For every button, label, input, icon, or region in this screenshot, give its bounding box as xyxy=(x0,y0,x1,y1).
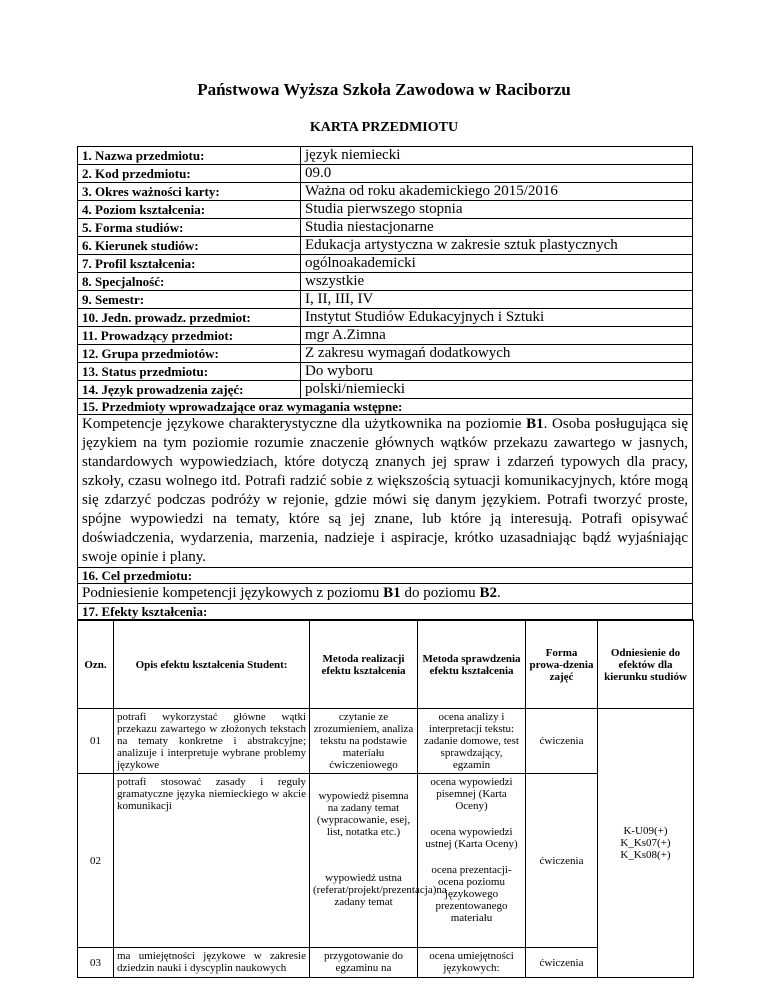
row-metoda-realizacji: czytanie ze zrozumieniem, analiza tekstu na podstawie materiału ćwiczeniowego xyxy=(310,709,418,774)
row-ozn: 03 xyxy=(78,948,114,978)
info-label: 13. Status przedmiotu: xyxy=(78,363,301,381)
school-name: Państwowa Wyższa Szkoła Zawodowa w Raciborzu xyxy=(197,80,571,99)
info-label: 4. Poziom kształcenia: xyxy=(78,201,301,219)
info-label: 11. Prowadzący przedmiot: xyxy=(78,327,301,345)
section-16-heading: 16. Cel przedmiotu: xyxy=(82,568,193,583)
course-info-table xyxy=(77,146,693,399)
info-value: Edukacja artystyczna w zakresie sztuk plastycznych xyxy=(301,237,693,255)
row-ozn: 01 xyxy=(78,709,114,774)
document-title: KARTA PRZEDMIOTU xyxy=(309,120,459,135)
info-value: Studia pierwszego stopnia xyxy=(301,201,693,219)
course-card xyxy=(77,146,693,978)
info-row xyxy=(78,255,693,273)
table-row xyxy=(78,709,694,774)
info-label: 9. Semestr: xyxy=(78,291,301,309)
row-opis: potrafi wykorzystać główne wątki przekazu zawartego w złożonych tekstach na tematy konkretne i abstrakcyjne; analizuje i interpretuje wybrane problemy językowe xyxy=(114,709,310,774)
section-15-heading: 15. Przedmioty wprowadzające oraz wymagania wstępne: xyxy=(82,399,403,414)
info-value: Do wyboru xyxy=(301,363,693,381)
info-value: mgr A.Zimna xyxy=(301,327,693,345)
info-label: 6. Kierunek studiów: xyxy=(78,237,301,255)
section-16-body: Podniesienie kompetencji językowych z poziomu B1 do poziomu B2. xyxy=(78,583,692,603)
col-ozn: Ozn. xyxy=(78,621,114,709)
section-15 xyxy=(77,399,693,568)
info-value: Z zakresu wymagań dodatkowych xyxy=(301,345,693,363)
col-metoda-realizacji: Metoda realizacji efektu kształcenia xyxy=(310,621,418,709)
row-opis: potrafi stosować zasady i reguły gramatyczne języka niemieckiego w akcie komunikacji xyxy=(114,774,310,948)
row-metoda-sprawdzenia: ocena umiejętności językowych: xyxy=(418,948,526,978)
info-label: 12. Grupa przedmiotów: xyxy=(78,345,301,363)
row-odniesienie: K-U09(+) K_Ks07(+) K_Ks08(+) xyxy=(598,709,694,978)
info-label: 2. Kod przedmiotu: xyxy=(78,165,301,183)
info-value: I, II, III, IV xyxy=(301,291,693,309)
section-16 xyxy=(77,568,693,604)
row-metoda-sprawdzenia: ocena analizy i interpretacji tekstu: zadanie domowe, test sprawdzający, egzamin xyxy=(418,709,526,774)
info-row xyxy=(78,291,693,309)
col-forma: Forma prowa-dzenia zajęć xyxy=(526,621,598,709)
info-value: polski/niemiecki xyxy=(301,381,693,399)
info-value: Studia niestacjonarne xyxy=(301,219,693,237)
col-opis: Opis efektu kształcenia Student: xyxy=(114,621,310,709)
info-value: Ważna od roku akademickiego 2015/2016 xyxy=(301,183,693,201)
info-label: 5. Forma studiów: xyxy=(78,219,301,237)
info-row xyxy=(78,363,693,381)
info-row xyxy=(78,345,693,363)
info-row xyxy=(78,327,693,345)
row-ozn: 02 xyxy=(78,774,114,948)
info-label: 10. Jedn. prowadz. przedmiot: xyxy=(78,309,301,327)
learning-outcomes-table xyxy=(77,620,694,978)
row-metoda-realizacji: przygotowanie do egzaminu na xyxy=(310,948,418,978)
info-row xyxy=(78,273,693,291)
info-label: 3. Okres ważności karty: xyxy=(78,183,301,201)
info-label: 7. Profil kształcenia: xyxy=(78,255,301,273)
info-label: 1. Nazwa przedmiotu: xyxy=(78,147,301,165)
row-metoda-realizacji: wypowiedź pisemna na zadany temat (wypracowanie, esej, list, notatka etc.) wypowiedź ustna (referat/projekt/prezentacja)na zadany temat xyxy=(310,774,418,948)
info-row xyxy=(78,165,693,183)
row-forma: ćwiczenia xyxy=(526,948,598,978)
col-odniesienie: Odniesienie do efektów dla kierunku studiów xyxy=(598,621,694,709)
row-opis: ma umiejętności językowe w zakresie dziedzin nauki i dyscyplin naukowych xyxy=(114,948,310,978)
info-row xyxy=(78,219,693,237)
info-value: język niemiecki xyxy=(301,147,693,165)
info-label: 8. Specjalność: xyxy=(78,273,301,291)
info-row xyxy=(78,147,693,165)
info-row xyxy=(78,201,693,219)
info-row xyxy=(78,381,693,399)
info-label: 14. Język prowadzenia zajęć: xyxy=(78,381,301,399)
section-17 xyxy=(77,604,693,620)
info-value: wszystkie xyxy=(301,273,693,291)
row-forma: ćwiczenia xyxy=(526,774,598,948)
info-row xyxy=(78,309,693,327)
row-metoda-sprawdzenia: ocena wypowiedzi pisemnej (Karta Oceny) ocena wypowiedzi ustnej (Karta Oceny) ocena prezentacji-ocena poziomu językowego prezentowanego materiału xyxy=(418,774,526,948)
info-value: ogólnoakademicki xyxy=(301,255,693,273)
row-forma: ćwiczenia xyxy=(526,709,598,774)
section-15-body: Kompetencje językowe charakterystyczne dla użytkownika na poziomie B1. Osoba posługująca się językiem na tym poziomie rozumie znaczenie głównych wątków przekazu zawartego w jasnych, standardowych wypowiedziach, które dotyczą znanych jej spraw i zdarzeń typowych dla pracy, szkoły, czasu wolnego itd. Potrafi radzić sobie z większością sytuacji komunikacyjnych, które mogą się zdarzyć podczas podróży w rejonie, gdzie mówi się danym językiem. Potrafi tworzyć proste, spójne wypowiedzi na tematy, które są jej znane, lub które ją interesują. Potrafi opisywać doświadczenia, wydarzenia, marzenia, nadzieje i aspiracje, krótko uzasadniając bądź wyjaśniając swoje opinie i plany. xyxy=(78,414,692,567)
section-17-heading: 17. Efekty kształcenia: xyxy=(82,604,208,619)
info-row xyxy=(78,183,693,201)
info-value: 09.0 xyxy=(301,165,693,183)
info-row xyxy=(78,237,693,255)
info-value: Instytut Studiów Edukacyjnych i Sztuki xyxy=(301,309,693,327)
col-metoda-sprawdzenia: Metoda sprawdzenia efektu kształcenia xyxy=(418,621,526,709)
